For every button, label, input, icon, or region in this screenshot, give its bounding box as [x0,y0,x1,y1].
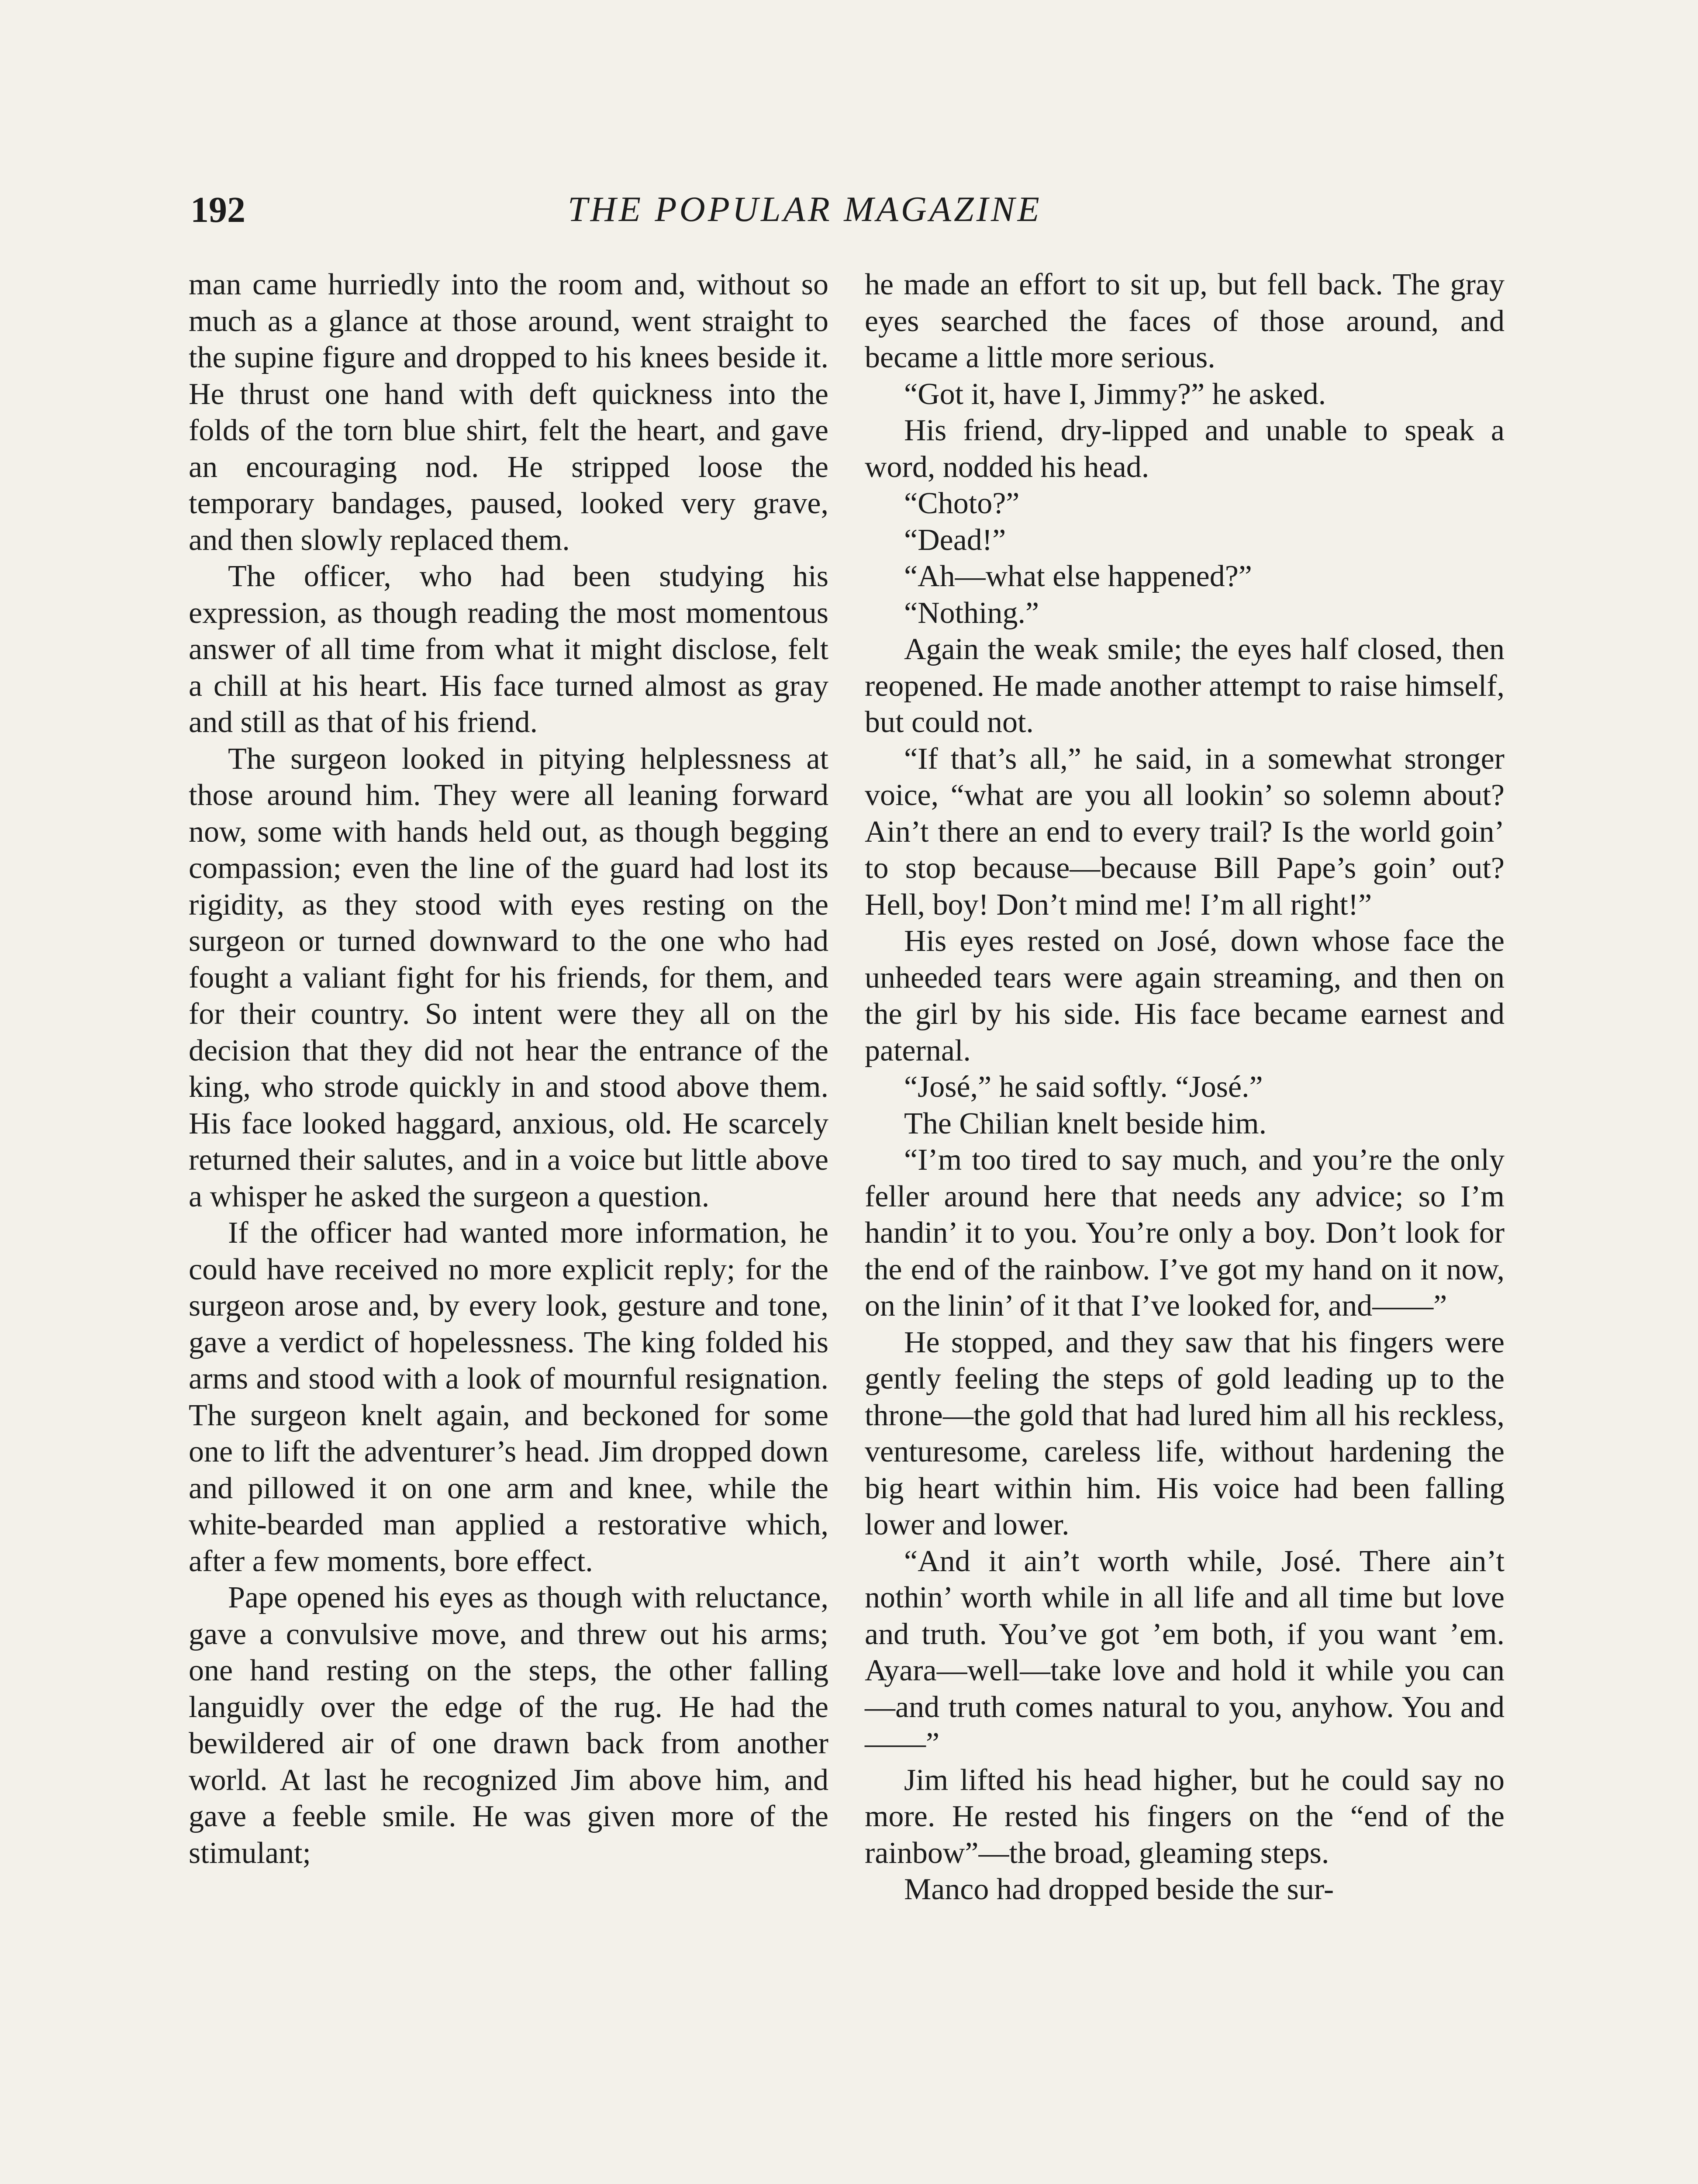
paragraph: “I’m too tired to say much, and you’re the only feller around here that needs any advice; so I’m handin’ it to you. You’re only a boy. Don’t look for the end of the rainbow. I’ve got my hand on it now, on the linin’ of it that I’ve looked for, and——” [865,1143,1505,1323]
left-column [189,266,828,1871]
page-number: 192 [190,190,245,230]
paragraph: The Chilian knelt beside him. [904,1106,1267,1140]
paragraph: Again the weak smile; the eyes half closed, then reopened. He made another attempt to raise himself, but could not. [865,632,1505,739]
paragraph: He stopped, and they saw that his fingers were gently feeling the steps of gold leading up to the throne—the gold that had lured him all his reckless, venturesome, careless life, without hardening the big heart within him. His voice had been falling lower and lower. [865,1325,1505,1541]
paragraph: man came hurriedly into the room and, without so much as a glance at those around, went straight to the supine figure and dropped to his knees beside it. He thrust one hand with deft quickness into the folds of the torn blue shirt, felt the heart, and gave an encouraging nod. He stripped loose the temporary bandages, paused, looked very grave, and then slowly replaced them. [189,268,828,557]
paragraph: The officer, who had been studying his expression, as though reading the most momentous answer of all time from what it might disclose, felt a chill at his heart. His face turned almost as gray and still as that of his friend. [189,560,828,739]
paragraph: Manco had dropped beside the sur- [904,1873,1334,1906]
paragraph: His friend, dry-lipped and unable to speak a word, nodded his head. [865,414,1505,484]
paragraph: “Nothing.” [904,596,1039,630]
paragraph: “Choto?” [904,487,1020,520]
paragraph: Pape opened his eyes as though with reluctance, gave a convulsive move, and threw out his arms; one hand resting on the steps, the other falling languidly over the edge of the rug. He had the bewildered air of one drawn back from another world. At last he recognized Jim above him, and gave a feeble smile. He was given more of the stimulant; [189,1581,828,1870]
paragraph: “And it ain’t worth while, José. There ain’t nothin’ worth while in all life and all time but love and truth. You’ve got ’em both, if you want ’em. Ayara—well—take love and hold it while you can—and truth comes natural to you, anyhow. You and——” [865,1544,1505,1760]
running-head: THE POPULAR MAGAZINE [568,189,1042,229]
paragraph: he made an effort to sit up, but fell back. The gray eyes searched the faces of those around, and became a little more serious. [865,268,1505,374]
paragraph: Jim lifted his head higher, but he could say no more. He rested his fingers on the “end of the rainbow”—the broad, gleaming steps. [865,1763,1505,1870]
paragraph: His eyes rested on José, down whose face the unheeded tears were again streaming, and then on the girl by his side. His face became earnest and paternal. [865,924,1505,1068]
paragraph: “Dead!” [904,523,1006,557]
paragraph: “Got it, have I, Jimmy?” he asked. [904,377,1326,411]
paragraph: “If that’s all,” he said, in a somewhat stronger voice, “what are you all lookin’ so solemn about? Ain’t there an end to every trail? Is the world goin’ to stop because—because Bill Pape’s goin’ out? Hell, boy! Don’t mind me! I’m all right!” [865,742,1505,922]
paragraph: “José,” he said softly. “José.” [904,1070,1263,1104]
paragraph: The surgeon looked in pitying helplessness at those around him. They were all leaning forward now, some with hands held out, as though begging compassion; even the line of the guard had lost its rigidity, as they stood with eyes resting on the surgeon or turned downward to the one who had fought a valiant fight for his friends, for them, and for their country. So intent were they all on the decision that they did not hear the entrance of the king, who strode quickly in and stood above them. His face looked haggard, anxious, old. He scarcely returned their salutes, and in a voice but little above a whisper he asked the surgeon a question. [189,742,828,1213]
paragraph: If the officer had wanted more information, he could have received no more explicit reply; for the surgeon arose and, by every look, gesture and tone, gave a verdict of hopelessness. The king folded his arms and stood with a look of mournful resignation. The surgeon knelt again, and beckoned for some one to lift the adventurer’s head. Jim dropped down and pillowed it on one arm and knee, while the white-bearded man applied a restorative which, after a few moments, bore effect. [189,1216,828,1578]
paragraph: “Ah—what else happened?” [904,560,1252,593]
right-column [865,266,1505,1908]
